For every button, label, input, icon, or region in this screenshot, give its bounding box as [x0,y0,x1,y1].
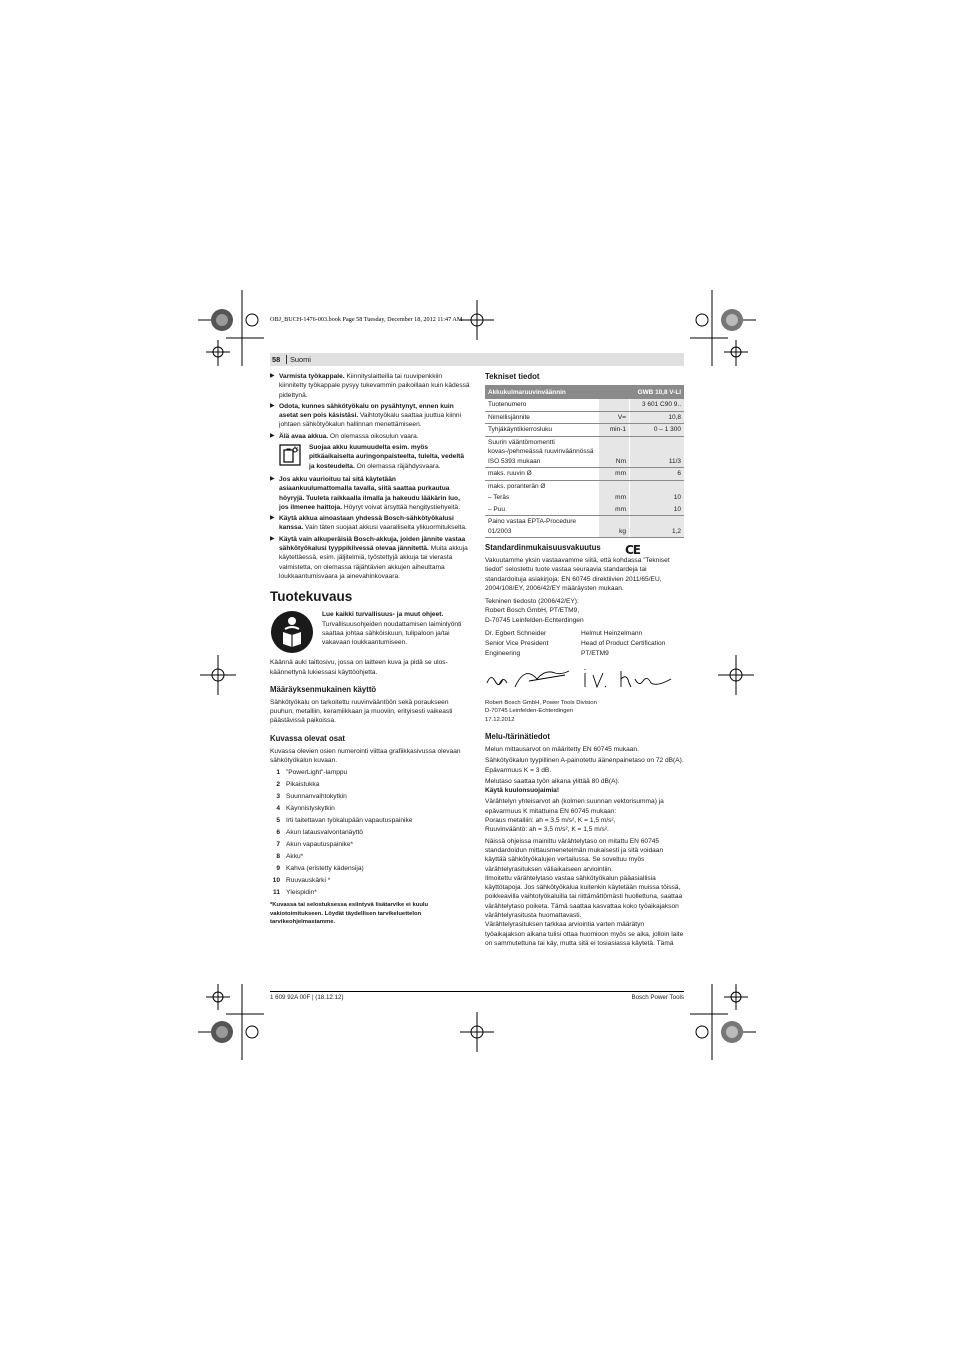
part-label: Akun latausvalvontanäyttö [286,829,363,837]
left-column [270,372,470,926]
noise-para-2: Sähkötyökalun tyypillinen A-painotettu äänenpainetaso on 72 dB(A). Epävarmuus K = 3 dB. [485,757,684,774]
sun-warning-text: On olemassa räjähdysvaara. [354,462,441,470]
noise-title: Melu-/tärinätiedot [485,731,550,741]
list-item [270,851,470,863]
spec-unit: mm [599,492,630,504]
safety-bullet [270,535,470,581]
safety-bullet [270,514,470,533]
table-row [485,516,684,538]
read-instructions-notice [270,610,470,654]
vibration-metal: Poraus metalliin: ah = 3,5 m/s², K = 1,5 m/s², [485,817,616,825]
hearing-protection: Käytä kuulonsuojaimia! [485,787,560,795]
bullet-arrow-icon: ▶ [270,432,275,439]
signers [485,629,685,659]
part-number: 10 [272,877,280,885]
bullet-text: On olemassa oikosulun vaara. [328,432,419,440]
part-number: 5 [276,817,280,825]
conformity-title: Standardinmukaisuusvakuutus [485,543,601,552]
spec-label: – Puu [485,504,599,516]
intended-use-text: Sähkötyökalu on tarkoitettu ruuvinvääntöön sekä poraukseen puuhun, metalliin, keramiikkaan ja muoviin, erityisesti vaikeasti päästävissä paikoissa. [270,698,453,725]
bullet-bold-text: Odota, kunnes sähkötyökalu on pysähtynyt, ennen kuin asetat sen pois käsistäsi. [279,402,454,420]
part-label: Yleispidin* [286,889,317,897]
list-item [270,887,470,899]
parts-intro: Kuvassa olevien osien numerointi viittaa grafiikkasivussa olevaan sähkötyökalun kuvaan. [270,747,461,765]
bullet-text: Vain täten suojaat akkusi vaaralliselta ylikuormitukselta. [303,524,467,532]
bullet-bold-text: Älä avaa akkua. [279,432,329,440]
page-number: 58 [272,355,281,364]
spec-value: 1,2 [630,516,685,538]
parts-title: Kuvassa olevat osat [270,733,345,743]
bullet-text: Höyryt voivat ärsyttää hengitystiehyeitä. [342,503,461,511]
conformity-text: Vakuutamme yksin vastaavamme siitä, että kohdassa ”Tekniset tiedot” selostettu tuote vastaa seuraavia standardeja tai standardoituja asiakirjoja: EN 60745 direktiivien 2011/65/EU, 2004/108/EY, 2006/42/EY määräysten mukaan. [485,557,670,592]
signer-2-title: Head of Product Certification PT/ETM9 [581,640,666,658]
closing-text: Näissä ohjeissa mainittu värähtelytaso on mitattu EN 60745 standardoidun mittausmenetelmän mukaisesti ja sitä voidaan käyttää sähkötyökalujen vertailussa. Se soveltuu myös värähtelyrasituksen väliaikaiseen arviointiin. Ilmoitettu värähtelytaso vastaa sähkötyökalun pääasiallisia käyttötapoja. Jos sähkötyökalua kuitenkin käytetään muissa töissä, poikkeavilla vaihtotyökaluilla tai riittämättömästi huollettuna, saattaa värähtelytaso poiketa. Tämä saattaa kasvattaa koko työaikajakson värähtelyrasitusta huomattavasti. Värähtelyrasituksen tarkkaa arviointia varten määrätyn työaikajakson aikana tulisi ottaa huomioon myös se aika, jolloin laite on sammutettuna tai käy, mutta sitä ei tosiasiassa käytetä. Tämä [485,837,684,947]
list-item [270,779,470,791]
list-item [270,767,470,779]
table-row [485,504,684,516]
company-address: Robert Bosch GmbH, Power Tools Division D-70745 Leinfelden-Echterdingen 17.12.2012 [485,700,597,723]
parts-list [270,767,470,899]
spec-value: 3 601 C90 9.. [630,399,685,411]
signatures [485,661,685,695]
part-number: 7 [276,841,280,849]
part-label: Suunnanvaihtokytkin [286,793,347,801]
bullet-text: Muita akkuja käytettäessä, esim. jäljitelmiä, työstettyjä akkuja tai vierasta valmistetta, on olemassa räjähtävien akkujen aiheuttama loukkaantumisvaara ja ainevahinkovaara. [279,545,468,580]
sun-warning-bold: Suojaa akku kuumuudelta esim. myös pitkäaikaiselta auringonpaisteelta, tulelta, vedeltä ja kosteudelta. [309,444,465,470]
spec-label: maks. ruuvin Ø [485,468,599,481]
read-notice-text: Turvallisuusohjeiden noudattamisen laiminlyönti saattaa johtaa sähköiskuun, tulipaloon ja/tai vakavaan loukkaantumiseen. [322,620,462,647]
bullet-bold-text: Varmista työkappale. [279,373,345,380]
part-number: 11 [273,889,280,897]
page-header-bar [270,353,684,366]
list-item [270,839,470,851]
vibration-screw: Ruuvinvääntö: ah = 3,5 m/s², K = 1,5 m/s². [485,826,609,834]
part-number: 1 [276,769,280,777]
bullet-text: Kiinnityslaitteilla tai ruuvipenkkiin kiinnitetty työkappale pysyy tukevammin paikoillaan kuin kädessä pidettynä. [279,373,470,399]
part-number: 9 [276,865,280,873]
spec-value: 10,8 [630,411,685,424]
spec-unit: Nm [599,436,630,468]
list-item [270,815,470,827]
list-item [270,863,470,875]
language-label: Suomi [290,355,311,364]
spec-table [485,385,684,538]
signer-1-name: Dr. Egbert Schneider [485,630,547,638]
spec-value: 6 [630,468,685,481]
read-notice-bold: Lue kaikki turvallisuus- ja muut ohjeet. [322,611,444,619]
battery-sun-warning-icon [279,444,301,466]
signer-2-name: Helmut Heinzelmann [581,630,643,638]
list-item [270,803,470,815]
file-info-header: OBJ_BUCH-1476-003.book Page 58 Tuesday, December 18, 2012 11:47 AM [270,316,463,323]
bullet-arrow-icon: ▶ [270,373,275,379]
part-label: Akku* [286,853,304,861]
tech-data-title: Tekniset tiedot [485,372,540,381]
part-number: 8 [276,853,280,861]
part-label: Pikaistukka [286,781,320,789]
spec-label: Nimellisjännite [485,411,599,424]
footer-brand: Bosch Power Tools [631,994,684,1001]
spec-label: Tuotenumero [485,399,599,411]
spec-label: – Teräs [488,494,510,501]
part-number: 6 [276,829,280,837]
handwritten-signatures [485,661,685,695]
list-item [270,791,470,803]
technical-file: Tekninen tiedosto (2006/42/EY): Robert Bosch GmbH, PT/ETM9, D-70745 Leinfelden-Echterdingen [485,598,584,624]
spec-label: maks. poranterän Ø [488,482,546,490]
spec-value: 0 – 1 300 [630,424,685,437]
part-label: Käynnistyskytkin [286,805,335,813]
header-divider [286,355,287,364]
spec-value: 11/3 [630,436,685,468]
part-label: Akun vapautuspainike* [286,841,354,849]
vibration-text: Värähtelyn yhteisarvot ah (kolmen suunnan vektorisumma) ja epävarmuus K mitattuina EN 60745 mukaan: [485,798,664,815]
list-item [270,875,470,887]
bullet-arrow-icon: ▶ [270,402,275,409]
sun-warning [270,443,470,471]
table-row [485,424,684,437]
accessory-footnote: *Kuvassa tai selostuksessa esiintyvä lisätarvike ei kuulu vakiotoimitukseen. Löydät täydellisen tarvikeluettelon tarvikeohjelmastamme. [270,902,429,925]
spec-unit [599,399,630,411]
bullet-arrow-icon: ▶ [270,515,275,522]
bullet-arrow-icon: ▶ [270,475,275,482]
table-row [485,492,684,504]
safety-bullet [270,475,470,512]
part-number: 2 [276,781,280,789]
right-column [485,372,685,950]
bullet-bold-text: Käytä vain alkuperäisiä Bosch-akkuja, joiden jännite vastaa sähkötyökalusi tyyppikilvessä olevaa jännitettä. [279,535,466,553]
bullet-bold-text: Käytä akkua ainoastaan yhdessä Bosch-sähkötyökalusi kanssa. [279,515,454,532]
read-manual-icon [270,610,314,654]
noise-para-1: Melun mittausarvot on määritetty EN 60745 mukaan. [485,745,639,753]
safety-bullet [270,432,470,441]
table-row [485,411,684,424]
table-row [485,399,684,411]
intended-use-title: Määräyksenmukainen käyttö [270,684,377,694]
spec-unit: mm [599,504,630,516]
safety-bullet [270,372,470,400]
spec-unit [599,480,630,492]
footer-rule [270,991,684,992]
spec-header-model: GWB 10,8 V-LI [630,385,685,399]
part-label: Ruuvauskärki * [286,877,331,885]
bullet-arrow-icon: ▶ [270,535,275,542]
spec-label: Tyhjäkäyntikierrosluku [485,424,599,437]
spec-value: 10 [630,504,685,516]
fold-note: Käännä auki taittosivu, jossa on laitteen kuva ja pidä se ulos-käännettynä lukiessasi käyttöohjetta. [270,659,448,676]
footer-doc-code: 1 609 92A 00F | (18.12.12) [270,994,344,1001]
spec-unit: mm [599,468,630,481]
bullet-bold-text: Jos akku vaurioituu tai sitä käytetään asiaankuulumattomalla tavalla, siitä saattaa purkautua höyryjä. Tuuleta raikkaalla ilmalla ja hakeudu lääkärin luo, jos ilmenee haittoja. [279,475,460,511]
spec-label: Suurin vääntömomentti kovas-/pehmeässä ruuvinväännössä ISO 5393 mukaan [485,436,599,468]
table-row [485,468,684,481]
spec-unit: min-1 [599,424,630,437]
safety-bullet [270,402,470,430]
bullet-text: Vaihtotyökalu saattaa juuttua kiinni johtaen sähkötyökalun hallinnan menettämiseen. [279,412,462,429]
section-title: Tuotekuvaus [270,589,353,605]
spec-unit: V= [599,411,630,424]
list-item [270,827,470,839]
part-number: 4 [276,805,280,813]
spec-value: 10 [630,492,685,504]
ce-mark: CE [625,543,641,557]
signer-1-title: Senior Vice President Engineering [485,640,549,658]
part-label: Irti taitettavan työkalupään vapautuspainike [286,817,413,825]
spec-label: Paino vastaa EPTA-Procedure 01/2003 [485,516,599,538]
part-label: Kahva (eristetty kädensija) [286,865,364,873]
safety-bullets-2 [270,475,470,581]
spec-header-label: Akkukulmaruuvinväännin [485,385,630,399]
part-label: ”PowerLight”-lamppu [286,769,348,777]
table-row [485,436,684,468]
table-row [485,480,684,492]
safety-bullets-1 [270,372,470,441]
part-number: 3 [276,793,280,801]
noise-para-3: Melutaso saattaa työn aikana ylittää 80 dB(A). [485,777,620,785]
spec-unit: kg [599,516,630,538]
spec-value [630,480,685,492]
